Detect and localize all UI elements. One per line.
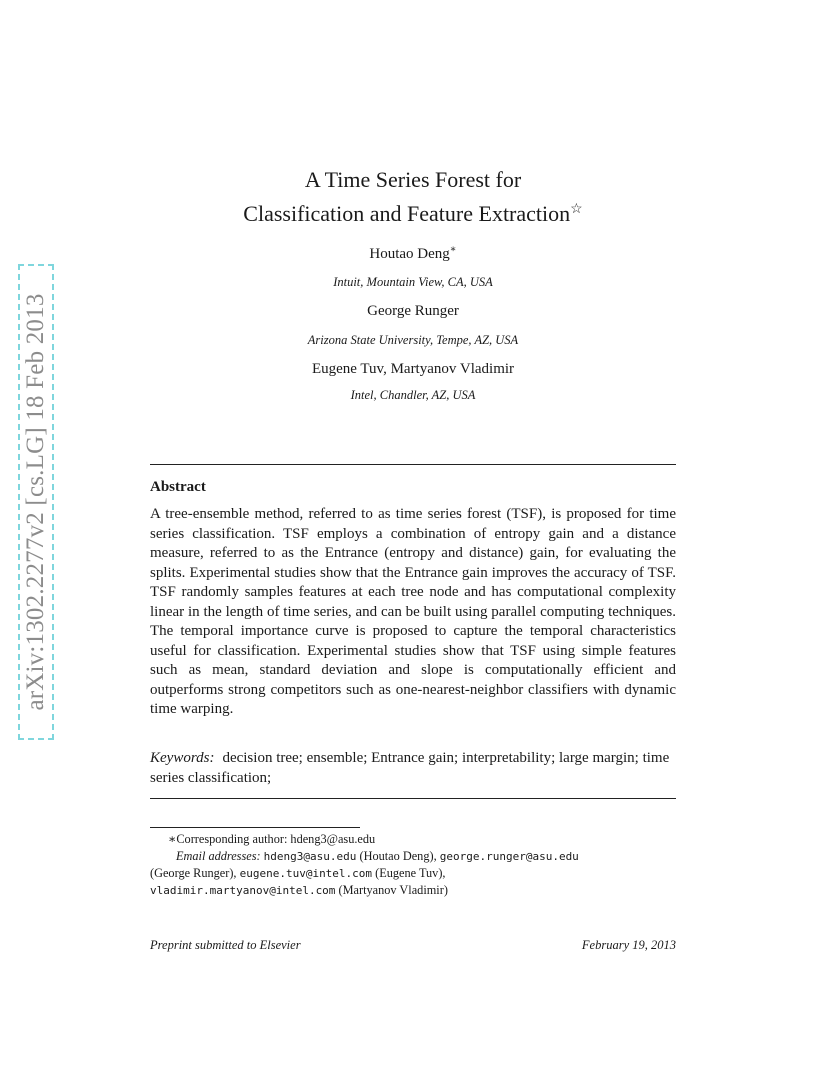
title-line-2: Classification and Feature Extraction (243, 201, 571, 226)
abstract-text: A tree-ensemble method, referred to as time series forest (TSF), is proposed for time series classification. TSF employs a combination of entropy gain and a distance measure, referred to as the Entrance (entropy and distance) gain, for evaluating the splits. Experimental studies show that the Entrance gain improves the accuracy of TSF. TSF randomly samples features at each tree node and has computational complexity linear in the length of time series, and can be built using parallel computing techniques. The temporal importance curve is proposed to capture the temporal characteristics useful for classification. Experimental studies show that TSF using simple features such as mean, standard deviation and slope is computationally efficient and outperforms strong competitors such as one-nearest-neighbor classifiers with dynamic time warping. (150, 506, 676, 717)
paper-title (150, 165, 676, 229)
email-tuv[interactable]: eugene.tuv@intel.com (239, 867, 373, 880)
email-deng-name: (Houtao Deng), (359, 849, 437, 863)
email-label: Email addresses: (176, 849, 261, 863)
footer-right: February 19, 2013 (581, 938, 676, 952)
arxiv-stamp (18, 264, 54, 740)
footnote-rule (150, 827, 360, 828)
top-rule (150, 464, 676, 465)
email-runger-name: (George Runger), (150, 866, 237, 880)
author-3: Eugene Tuv, Martyanov Vladimir (311, 361, 515, 377)
arxiv-id: arXiv:1302.2277v2 [cs.LG] 18 Feb 2013 (22, 293, 49, 711)
keywords (150, 749, 676, 788)
affiliation-3: Intel, Chandler, AZ, USA (350, 388, 476, 402)
email-runger[interactable]: george.runger@asu.edu (439, 850, 579, 863)
email-martyanov-name: (Martyanov Vladimir) (338, 883, 448, 897)
email-tuv-name: (Eugene Tuv), (375, 866, 446, 880)
author-1-name: Houtao Deng (369, 246, 450, 262)
footnote-emails (150, 848, 676, 899)
affiliation-1: Intuit, Mountain View, CA, USA (333, 275, 493, 289)
email-deng[interactable]: hdeng3@asu.edu (263, 850, 357, 863)
keywords-text: decision tree; ensemble; Entrance gain; interpretability; large margin; time series classification; (150, 750, 670, 786)
title-star-mark: ☆ (570, 202, 583, 217)
keywords-label: Keywords: (150, 750, 215, 766)
author-1-mark: ∗ (449, 244, 457, 255)
footnote-corresponding: ∗Corresponding author: hdeng3@asu.edu (168, 832, 376, 846)
footer-left: Preprint submitted to Elsevier (150, 938, 301, 952)
email-martyanov[interactable]: vladimir.martyanov@intel.com (150, 884, 336, 897)
author-2: George Runger (367, 303, 459, 319)
abstract-heading: Abstract (150, 479, 206, 495)
title-line-1: A Time Series Forest for (304, 167, 522, 192)
affiliation-2: Arizona State University, Tempe, AZ, USA (307, 333, 519, 347)
bottom-rule (150, 798, 676, 799)
author-1 (150, 244, 676, 263)
